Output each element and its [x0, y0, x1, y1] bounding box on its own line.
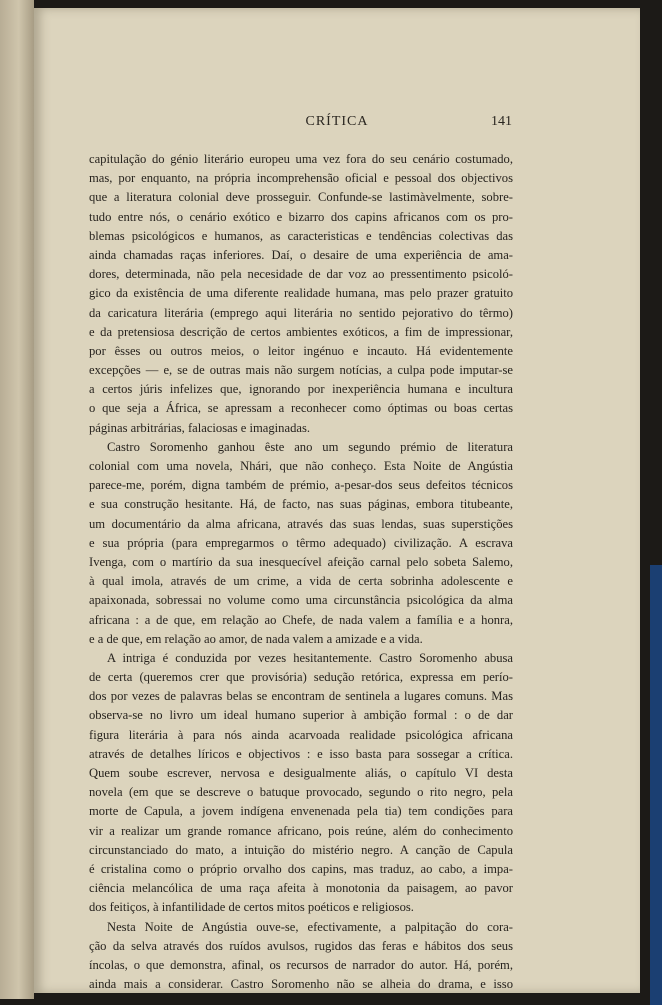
text-line: figura literária à para nós ainda acarvoada realidade psicológica africana: [89, 727, 513, 742]
book-page: [34, 8, 640, 993]
text-line: gico da existência de uma diferente realidade humana, mas pelo prazer gratuito: [89, 286, 513, 301]
text-line: ciência melancólica de uma raça afeita à monotonia da paisagem, ao pavor: [89, 881, 513, 896]
text-line: Ivenga, com o martírio da sua inesquecível afeição carnal pelo sobeta Salemo,: [89, 554, 513, 569]
body-text: [89, 150, 513, 994]
text-line: da caricatura literária (emprego aqui literária no sentido pejorativo do têrmo): [89, 305, 513, 320]
text-line: e da pretensiosa descrição de certos ambientes exóticos, a fim de impressionar,: [89, 324, 513, 339]
text-line: é cristalina como o próprio orvalho dos capins, mas traduz, ao cabo, a impa-: [89, 861, 513, 876]
text-line: vir a realizar um grande romance africano, pois reúne, além do conhecimento: [89, 823, 513, 838]
text-line: Quem soube escrever, nervosa e desigualmente aliás, o capítulo VI desta: [89, 766, 513, 780]
text-line: um documentário da alma africana, através das suas lendas, suas superstições: [89, 516, 513, 531]
text-line: colonial com uma novela, Nhári, que não conheço. Esta Noite de Angústia: [89, 459, 513, 473]
text-line: a certos júris infelizes que, ignorando por inexperiência humana e incultura: [89, 382, 513, 397]
text-line: dos por vezes de palavras belas se encontram de sentinela a lugares comuns. Mas: [89, 689, 513, 704]
text-line: ção da selva através dos ruídos avulsos, rugidos das feras e hábitos dos seus: [89, 938, 513, 953]
text-line: dos feitiços, à infantilidade de certos mitos poéticos e religiosos.: [89, 900, 414, 915]
text-line: ainda mais a considerar. Castro Soromenho não se alheia do drama, e isso: [89, 977, 513, 992]
text-line: de certa (queremos crer que provisória) sedução retórica, expressa em perío-: [89, 670, 513, 685]
text-line: africana : a de que, em relação ao Chefe, de nada valem a família e a honra,: [89, 612, 513, 627]
text-line: páginas arbitrárias, falaciosas e imaginadas.: [89, 420, 310, 435]
text-line: ainda chamadas raças inferiores. Daí, o desaire de uma experiência de ama-: [89, 247, 513, 262]
text-line: que a literatura colonial deve prosseguir. Confunde-se lastimàvelmente, sobre-: [89, 190, 513, 205]
text-line: capitulação do génio literário europeu uma vez fora do seu cenário costumado,: [89, 152, 513, 166]
text-line: o que seja a África, se apressam a reconhecer como óptimas ou boas certas: [89, 401, 513, 416]
bookmark-ribbon: [650, 565, 662, 1005]
text-line: Nesta Noite de Angústia ouve-se, efectivamente, a palpitação do cora-: [107, 919, 513, 934]
text-line: circunstanciado do mato, a intuição do mistério negro. A canção de Capula: [89, 842, 513, 857]
text-line: tudo entre nós, o cenário exótico e bizarro dos capins africanos com os pro-: [89, 209, 513, 224]
text-line: excepções — e, se de outras mais não surgem notícias, a culpa pode imputar-se: [89, 363, 513, 378]
text-line: mas, por enquanto, na própria incomprehensão oficial e pessoal dos objectivos: [89, 171, 513, 186]
text-line: dores, determinada, não pela necesidade de dar voz ao pressentimento psicoló-: [89, 267, 513, 282]
text-line: através de detalhes líricos e objectivos : e isso basta para sossegar a crítica.: [89, 746, 513, 761]
page-number: 141: [491, 114, 512, 129]
facing-page-edge: [0, 0, 34, 999]
text-line: blemas psicológicos e humanos, as caracteristicas e tendências colectivas das: [89, 228, 513, 243]
text-line: à qual imola, através de um crime, a vida de certa sobrinha adolescente e: [89, 574, 513, 589]
text-line: íncolas, o que demonstra, afinal, os recursos de narrador do autor. Há, porém,: [89, 957, 513, 972]
text-line: morte de Capula, a jovem indígena envenenada pela tia) tem condições para: [89, 804, 513, 819]
text-line: Castro Soromenho ganhou êste ano um segundo prémio de literatura: [107, 439, 513, 454]
text-line: e sua própria (para empregarmos o têrmo adequado) civilização. A escrava: [89, 535, 513, 550]
text-line: novela (em que se descreve o batuque provocado, segundo o rito negro, pela: [89, 785, 513, 800]
running-title: CRÍTICA: [305, 114, 369, 129]
text-line: e a de que, em relação ao amor, de nada valem a amizade e a vida.: [89, 631, 423, 646]
text-line: A intriga é conduzida por vezes hesitantemente. Castro Soromenho abusa: [107, 650, 513, 665]
text-line: e sua construção hesitante. Há, de facto, nas suas páginas, embora titubeante,: [89, 497, 513, 512]
page-header: [34, 114, 640, 136]
text-line: observa-se no livro um ideal humano superior à ambição formal : o de dar: [89, 708, 513, 723]
text-line: parece-me, porém, digna também de prémio, a-pesar-dos seus defeitos técnicos: [89, 478, 513, 493]
text-line: apaixonada, sobressai no volume como uma circunstância psicológica da alma: [89, 593, 513, 608]
text-line: por êsses ou outros meios, o leitor ingénuo e incauto. Há evidentemente: [89, 343, 513, 358]
